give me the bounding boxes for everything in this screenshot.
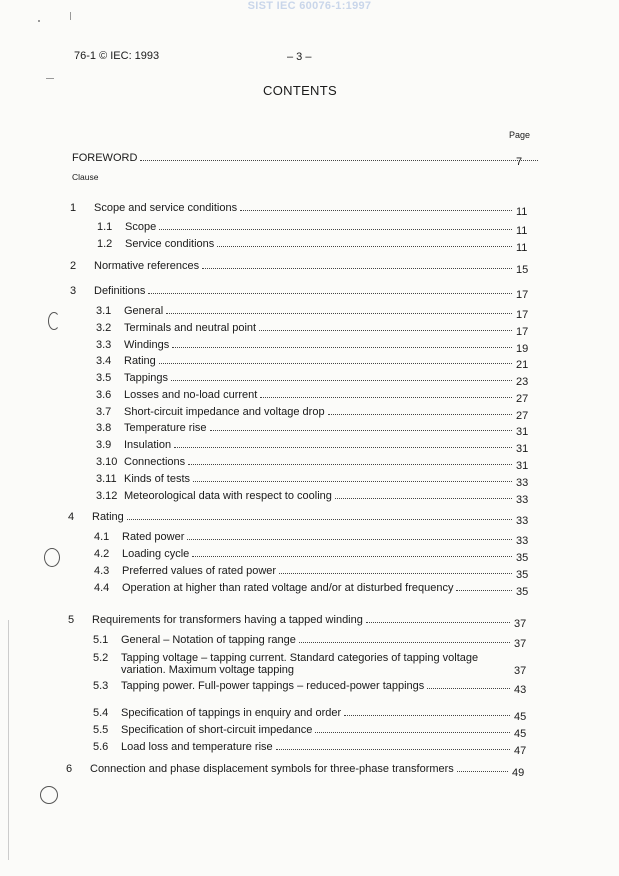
toc-entry[interactable] (96, 322, 529, 338)
leader-dots (260, 396, 512, 398)
leader-dots (276, 748, 510, 750)
toc-entry-text: Connections (124, 456, 186, 468)
leader-dots (240, 209, 512, 211)
toc-entry-text: Kinds of tests (124, 473, 191, 485)
toc-entry[interactable] (96, 456, 529, 472)
toc-entry-number: 3.6 (96, 389, 112, 401)
leader-dots (299, 641, 510, 643)
leader-dots (140, 159, 538, 161)
toc-entry[interactable] (96, 439, 529, 455)
toc-entry-number: 4.1 (94, 531, 110, 543)
toc-entry-number: 3.11 (96, 473, 117, 485)
toc-entry-text: Windings (124, 339, 170, 351)
toc-entry-page: 11 (516, 206, 528, 218)
document-reference: 76-1 © IEC: 1993 (74, 50, 160, 62)
toc-entry-page: 21 (516, 359, 529, 371)
leader-dots (193, 480, 512, 482)
toc-entry-number: 3.1 (96, 305, 112, 317)
scan-speck (38, 20, 40, 22)
toc-entry-page: 37 (514, 638, 527, 650)
leader-dots (192, 555, 512, 557)
toc-entry-number: 1.2 (97, 238, 113, 250)
toc-entry-text: Terminals and neutral point (124, 322, 257, 334)
clause-column-header: Clause (72, 172, 99, 182)
toc-entry[interactable] (93, 680, 527, 696)
toc-entry[interactable] (93, 741, 527, 757)
toc-entry[interactable] (70, 260, 529, 276)
toc-entry-number: 4.2 (94, 548, 110, 560)
toc-entry[interactable] (94, 582, 529, 598)
leader-dots (259, 329, 512, 331)
leader-dots (210, 429, 512, 431)
toc-entry-text: Scope (125, 221, 157, 233)
scan-edge (8, 620, 9, 860)
leader-dots (159, 362, 512, 364)
toc-entry[interactable] (70, 285, 529, 301)
toc-entry-page: 43 (514, 684, 527, 696)
toc-entry-number: 3.2 (96, 322, 112, 334)
toc-entry[interactable] (93, 724, 527, 740)
leader-dots (172, 346, 512, 348)
toc-entry-text: Definitions (94, 285, 146, 297)
toc-entry-number: 5.3 (93, 680, 109, 692)
leader-dots (315, 731, 510, 733)
leader-dots (171, 379, 512, 381)
toc-entry-text: Requirements for transformers having a tapped winding (92, 614, 363, 626)
toc-entry-number: 3.9 (96, 439, 112, 451)
toc-entry-page: 35 (516, 569, 529, 581)
toc-entry[interactable] (97, 238, 528, 254)
toc-entry[interactable] (96, 422, 529, 438)
leader-dots (127, 518, 512, 520)
leader-dots (427, 687, 510, 689)
toc-entry-page: 37 (514, 665, 527, 677)
leader-dots (188, 463, 512, 465)
toc-entry-page: 27 (516, 410, 529, 422)
toc-entry[interactable] (70, 202, 528, 218)
toc-entry-page: 11 (516, 225, 528, 237)
toc-entry-foreword[interactable] (72, 152, 542, 167)
toc-entry-text: Scope and service conditions (94, 202, 238, 214)
leader-dots (366, 621, 510, 623)
toc-entry-text: Tapping power. Full-power tappings – reduced-power tappings (121, 680, 425, 692)
toc-entry-text: Specification of tappings in enquiry and order (121, 707, 342, 719)
toc-entry[interactable] (93, 634, 527, 650)
leader-dots (279, 572, 512, 574)
toc-entry-number: 3.5 (96, 372, 112, 384)
page-title: CONTENTS (263, 83, 337, 98)
toc-entry-page: 33 (516, 535, 529, 547)
toc-entry-page: 27 (516, 393, 529, 405)
toc-entry-text: Operation at higher than rated voltage and/or at disturbed frequency (122, 582, 454, 594)
toc-entry-page: 23 (516, 376, 529, 388)
page-column-header: Page (509, 130, 531, 140)
toc-entry-page: 15 (516, 264, 529, 276)
toc-entry-page: 17 (516, 326, 529, 338)
leader-dots (457, 770, 508, 772)
toc-entry-number: 4.3 (94, 565, 110, 577)
toc-entry-number: 3.8 (96, 422, 112, 434)
leader-dots (344, 714, 510, 716)
toc-entry[interactable] (97, 221, 528, 237)
toc-entry-number: 5 (68, 614, 75, 626)
toc-entry[interactable] (96, 389, 529, 405)
toc-entry-text: Rated power (122, 531, 185, 543)
leader-dots (166, 312, 512, 314)
scan-speck (46, 78, 54, 79)
toc-entry[interactable] (96, 473, 529, 489)
toc-entry[interactable] (94, 531, 529, 547)
toc-entry-number: 5.2 (93, 652, 109, 664)
scan-speck (70, 12, 71, 20)
toc-entry-number: 6 (66, 763, 73, 775)
leader-dots (217, 245, 512, 247)
toc-entry-number: 5.6 (93, 741, 109, 753)
toc-entry-text: Meteorological data with respect to cooling (124, 490, 332, 502)
toc-entry[interactable] (94, 548, 529, 564)
toc-entry-number: 3.3 (96, 339, 112, 351)
toc-entry-page: 45 (514, 728, 527, 740)
leader-dots (187, 538, 512, 540)
watermark: SIST IEC 60076-1:1997 (247, 0, 372, 12)
toc-entry-text: Load loss and temperature rise (121, 741, 273, 753)
toc-entry-number: 5.1 (93, 634, 109, 646)
toc-entry-number: 1.1 (97, 221, 113, 233)
toc-entry-text: General (124, 305, 164, 317)
toc-entry-text: Tappings (124, 372, 169, 384)
toc-entry[interactable] (68, 511, 529, 527)
toc-entry-page: 17 (516, 309, 529, 321)
toc-entry-number: 3.10 (96, 456, 118, 468)
toc-entry[interactable] (96, 339, 529, 355)
toc-entry[interactable] (93, 652, 527, 680)
toc-entry-text: General – Notation of tapping range (121, 634, 296, 646)
toc-entry-text: Insulation (124, 439, 172, 451)
toc-entry-page: 31 (516, 426, 529, 438)
toc-entry-page: 33 (516, 515, 529, 527)
toc-entry[interactable] (96, 490, 529, 506)
leader-dots (148, 292, 512, 294)
leader-dots (335, 497, 512, 499)
toc-entry-text: Specification of short-circuit impedance (121, 724, 313, 736)
toc-entry[interactable] (68, 614, 527, 630)
toc-entry-number: 5.4 (93, 707, 109, 719)
toc-entry-text: Losses and no-load current (124, 389, 258, 401)
toc-entry[interactable] (94, 565, 529, 581)
toc-entry-number: 5.5 (93, 724, 109, 736)
leader-dots (159, 228, 512, 230)
toc-entry-number: 2 (70, 260, 77, 272)
toc-entry[interactable] (96, 355, 529, 371)
leader-dots (174, 446, 512, 448)
toc-entry-text: Loading cycle (122, 548, 190, 560)
toc-entry-text: Preferred values of rated power (122, 565, 277, 577)
toc-entry-number: 3.12 (96, 490, 118, 502)
scan-mark (48, 312, 60, 330)
toc-entry-page: 37 (514, 618, 527, 630)
toc-entry[interactable] (96, 406, 529, 422)
toc-entry-page: 35 (516, 586, 529, 598)
toc-entry-number: 1 (70, 202, 77, 214)
toc-entry-page: 17 (516, 289, 529, 301)
toc-entry-page: 33 (516, 477, 529, 489)
toc-entry-page: 31 (516, 443, 529, 455)
toc-entry-text: Rating (92, 511, 124, 523)
punch-hole-mark (44, 548, 60, 567)
toc-entry-number: 3 (70, 285, 77, 297)
toc-entry-number: 4.4 (94, 582, 110, 594)
toc-entry-text: Normative references (94, 260, 200, 272)
toc-entry-page: 47 (514, 745, 527, 757)
toc-entry-number: 4 (68, 511, 75, 523)
toc-entry-page: 31 (516, 460, 529, 472)
toc-entry[interactable] (96, 372, 529, 388)
toc-entry-text: Tapping voltage – tapping current. Standard categories of tapping voltage variation. Maximum voltage tapping (121, 652, 479, 676)
toc-entry-page: 11 (516, 242, 528, 254)
toc-entry[interactable] (96, 305, 529, 321)
toc-entry-text: Connection and phase displacement symbols for three-phase transformers (90, 763, 454, 775)
leader-dots (328, 413, 512, 415)
toc-entry-text: Short-circuit impedance and voltage drop (124, 406, 325, 418)
toc-entry[interactable] (93, 707, 527, 723)
leader-dots (202, 267, 512, 269)
toc-entry-page: 19 (516, 343, 529, 355)
toc-entry-text: Service conditions (125, 238, 215, 250)
toc-entry-text: FOREWORD (72, 152, 138, 164)
toc-entry-page: 49 (512, 767, 525, 779)
toc-entry[interactable] (66, 763, 525, 779)
page-number: – 3 – (287, 51, 312, 63)
toc-entry-page: 33 (516, 494, 529, 506)
toc-entry-page: 45 (514, 711, 527, 723)
toc-entry-text: Temperature rise (124, 422, 207, 434)
toc-entry-page: 35 (516, 552, 529, 564)
leader-dots (456, 589, 512, 591)
toc-entry-number: 3.7 (96, 406, 112, 418)
toc-entry-number: 3.4 (96, 355, 112, 367)
toc-entry-text: Rating (124, 355, 156, 367)
toc-entry-page: 7 (516, 156, 523, 168)
punch-hole-mark (40, 786, 58, 804)
